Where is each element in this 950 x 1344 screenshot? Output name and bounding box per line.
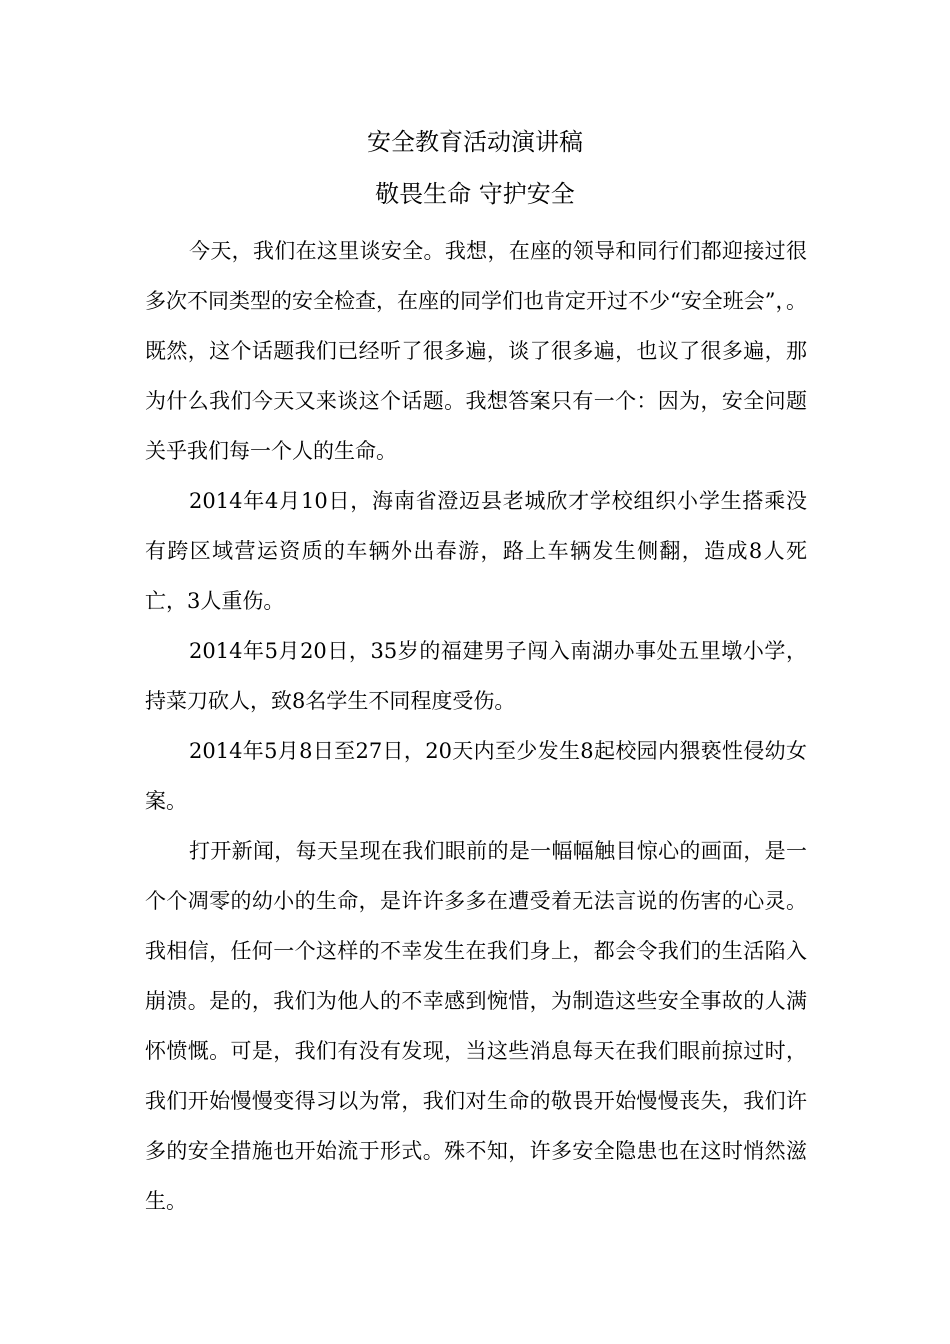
document-subtitle: 敬畏生命 守护安全 [375, 180, 575, 208]
paragraph-hainan-incident: 2014年4月10日，海南省澄迈县老城欣才学校组织小学生搭乘没有跨区域营运资质的车辆外出春游，路上车辆发生侧翻，造成8人死亡，3人重伤。 [145, 489, 807, 613]
paragraph-fujian-incident: 2014年5月20日，35岁的福建男子闯入南湖办事处五里墩小学，持菜刀砍人，致8名学生不同程度受伤。 [145, 639, 807, 713]
paragraph-reflection: 打开新闻，每天呈现在我们眼前的是一幅幅触目惊心的画面，是一个个凋零的幼小的生命，是许许多多在遭受着无法言说的伤害的心灵。我相信，任何一个这样的不幸发生在我们身上，都会令我们的生活陷入崩溃。是的，我们为他人的不幸感到惋惜，为制造这些安全事故的人满怀愤慨。可是，我们有没有发现，当这些消息每天在我们眼前掠过时，我们开始慢慢变得习以为常，我们对生命的敬畏开始慢慢丧失，我们许多的安全措施也开始流于形式。殊不知，许多安全隐患也在这时悄然滋生。 [145, 839, 807, 1213]
paragraph-intro: 今天，我们在这里谈安全。我想，在座的领导和同行们都迎接过很多次不同类型的安全检查，在座的同学们也肯定开过不少“安全班会”，。既然，这个话题我们已经听了很多遍，谈了很多遍，也议了很多遍，那为什么我们今天又来谈这个话题。我想答案只有一个：因为，安全问题关乎我们每一个人的生命。 [145, 239, 807, 463]
document-title: 安全教育活动演讲稿 [367, 128, 583, 156]
document-body [145, 226, 807, 1226]
paragraph-campus-cases: 2014年5月8日至27日，20天内至少发生8起校园内猥亵性侵幼女案。 [145, 739, 807, 813]
